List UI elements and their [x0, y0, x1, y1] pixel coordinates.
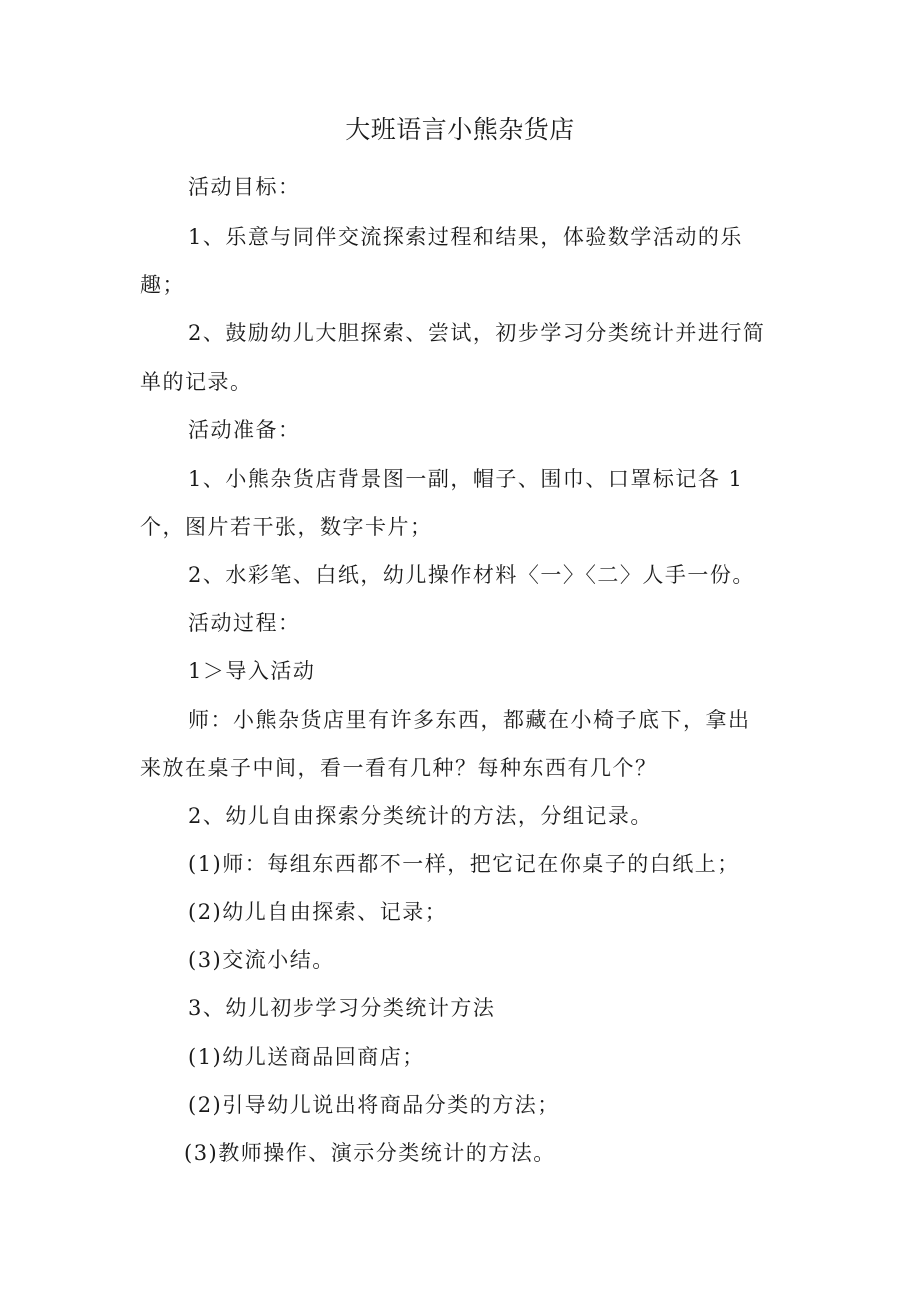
prep-1-line-2: 个，图片若干张，数字卡片； [140, 515, 433, 539]
goal-2-line-2: 单的记录。 [140, 370, 253, 394]
step-2-item-2: (2)幼儿自由探索、记录； [188, 900, 448, 924]
step-3-item-1: (1)幼儿送商品回商店； [188, 1045, 425, 1069]
heading-activity-process: 活动过程： [188, 611, 301, 635]
document-title: 大班语言小熊杂货店 [345, 115, 575, 144]
goal-1-line-2: 趣； [140, 273, 185, 297]
goal-2-line-1: 2、鼓励幼儿大胆探索、尝试，初步学习分类统计并进行简 [188, 321, 766, 345]
teacher-line-2: 来放在桌子中间，看一看有几种？每种东西有几个？ [140, 756, 658, 780]
step-2-item-1: (1)师：每组东西都不一样，把它记在你桌子的白纸上； [188, 852, 740, 876]
step-2-heading: 2、幼儿自由探索分类统计的方法，分组记录。 [188, 804, 653, 828]
teacher-line-1: 师：小熊杂货店里有许多东西，都藏在小椅子底下，拿出 [188, 708, 751, 732]
step-2-item-3: (3)交流小结。 [188, 948, 335, 972]
step-3-item-2: (2)引导幼儿说出将商品分类的方法； [188, 1093, 560, 1117]
step-3-heading: 3、幼儿初步学习分类统计方法 [188, 996, 496, 1020]
heading-activity-goals: 活动目标： [188, 175, 301, 199]
step-3-item-3: (3)教师操作、演示分类统计的方法。 [184, 1141, 556, 1165]
step-1-heading: 1＞导入活动 [188, 659, 316, 683]
prep-2-line: 2、水彩笔、白纸，幼儿操作材料〈一〉〈二〉人手一份。 [188, 563, 755, 587]
prep-1-line-1: 1、小熊杂货店背景图一副，帽子、围巾、口罩标记各 1 [188, 467, 744, 491]
goal-1-line-1: 1、乐意与同伴交流探索过程和结果，体验数学活动的乐 [188, 225, 743, 249]
heading-activity-prep: 活动准备： [188, 418, 301, 442]
